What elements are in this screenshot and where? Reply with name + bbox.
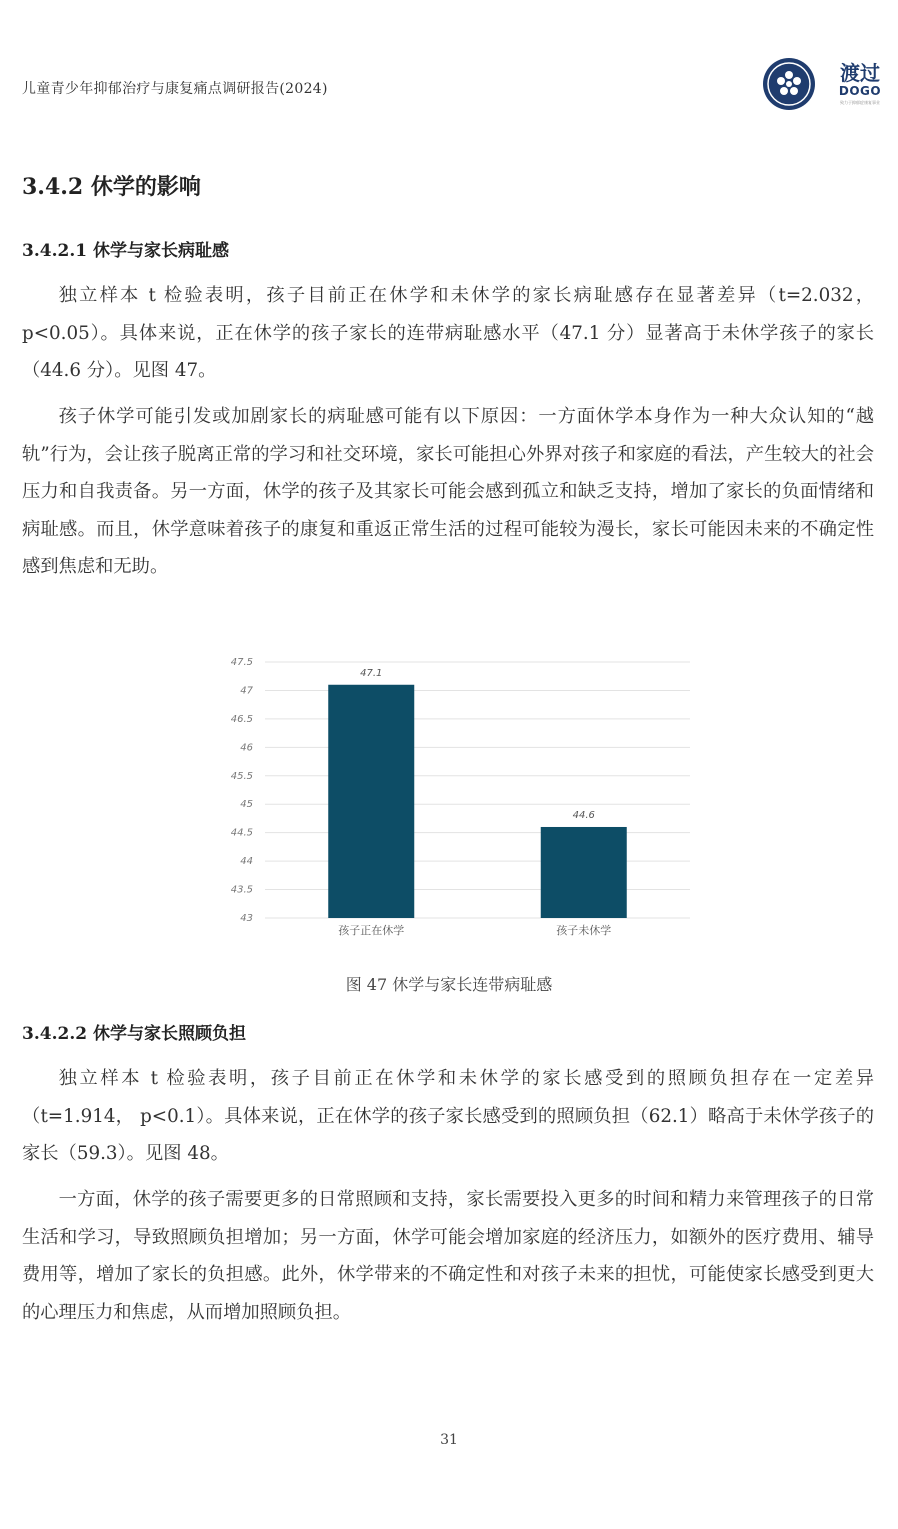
paragraph-burden-reasons: 一方面，休学的孩子需要更多的日常照顾和支持，家长需要投入更多的时间和精力来管理孩子的日常生活和学习，导致照顾负担增加；另一方面，休学可能会增加家庭的经济压力，如额外的医疗费用、辅导费用等，增加了家长的负担感。此外，休学带来的不确定性和对孩子未来的担忧，可能使家长感受到更大的心理压力和焦虑，从而增加照顾负担。 — [22, 1189, 874, 1323]
y-tick-label: 47.5 — [230, 657, 253, 668]
dogo-logo-wordmark — [832, 62, 888, 106]
report-header-title: 儿童青少年抑郁治疗与康复痛点调研报告(2024) — [22, 81, 328, 97]
chart-y-ticks — [231, 657, 254, 924]
section-heading: 3.4.2 休学的影响 — [22, 174, 201, 200]
y-tick-label: 46 — [240, 742, 253, 754]
y-tick-label: 44.5 — [230, 827, 253, 839]
x-tick-label: 孩子正在休学 — [338, 924, 405, 937]
dogo-logo-icon — [762, 57, 816, 111]
figure-caption: 图 47 休学与家长连带病耻感 — [345, 975, 553, 994]
paragraph-stigma-reasons: 孩子休学可能引发或加剧家长的病耻感可能有以下原因：一方面休学本身作为一种大众认知的“越轨”行为，会让孩子脱离正常的学习和社交环境，家长可能担心外界对孩子和家庭的看法，产生较大的社会压力和自我责备。另一方面，休学的孩子及其家长可能会感到孤立和缺乏支持，增加了家长的负面情绪和病耻感。而且，休学意味着孩子的康复和重返正常生活的过程可能较为漫长，家长可能因未来的不确定性感到焦虑和无助。 — [22, 406, 874, 577]
paragraph-burden-result: 独立样本 t 检验表明，孩子目前正在休学和未休学的家长感受到的照顾负担存在一定差异（t=1.914， p<0.1）。具体来说，正在休学的孩子家长感受到的照顾负担（62.1）略高于未休学孩子的家长（59.3）。见图 48。 — [22, 1068, 874, 1164]
y-tick-label: 45 — [240, 799, 253, 811]
y-tick-label: 47 — [240, 685, 253, 697]
y-tick-label: 44 — [240, 856, 253, 868]
bar — [541, 827, 627, 918]
page-number: 31 — [440, 1432, 458, 1448]
paragraph-stigma-result: 独立样本 t 检验表明，孩子目前正在休学和未休学的家长病耻感存在显著差异（t=2.032， p<0.05）。具体来说，正在休学的孩子家长的连带病耻感水平（47.1 分）显著高于未休学孩子的家长（44.6 分）。见图 47。 — [22, 285, 874, 381]
logo-cn-text: 渡过 — [840, 61, 880, 85]
x-tick-label: 孩子未休学 — [556, 924, 612, 937]
logo-en-text: DOGO — [838, 84, 882, 98]
y-tick-label: 43.5 — [230, 884, 253, 896]
subsection-heading-stigma: 3.4.2.1 休学与家长病耻感 — [22, 241, 229, 261]
y-tick-label: 43 — [240, 913, 253, 924]
data-label: 47.1 — [360, 667, 383, 679]
data-label: 44.6 — [572, 809, 595, 821]
subsection-heading-burden: 3.4.2.2 休学与家长照顾负担 — [22, 1024, 246, 1044]
y-tick-label: 46.5 — [230, 713, 253, 725]
logo-tagline: 致力于抑郁症康复事业 — [840, 100, 880, 105]
y-tick-label: 45.5 — [230, 770, 253, 782]
bar-chart — [140, 620, 760, 950]
chart-bars — [328, 668, 627, 937]
bar — [328, 685, 414, 918]
